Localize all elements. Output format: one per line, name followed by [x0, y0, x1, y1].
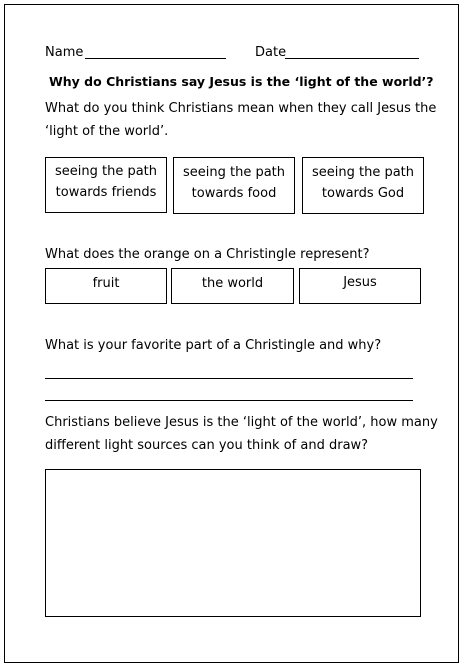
drawing-box[interactable]	[45, 469, 421, 617]
q1-line1: What do you think Christians mean when they call Jesus the	[45, 101, 437, 116]
q1-option-food-line1: seeing the path	[182, 165, 286, 180]
q2-option-fruit[interactable]	[45, 268, 167, 304]
q3-question: What is your favorite part of a Christingle and why?	[45, 338, 382, 353]
q1-option-food-line2: towards food	[191, 186, 277, 201]
q2-question: What does the orange on a Christingle represent?	[45, 247, 370, 262]
q1-option-god-line2: towards God	[321, 186, 405, 201]
q1-option-god-line1: seeing the path	[311, 165, 415, 180]
q1-option-friends-line1: seeing the path	[54, 164, 158, 179]
q2-option-world-label: the world	[201, 276, 264, 291]
q3-answer-line-2[interactable]	[45, 400, 413, 401]
q1-line2: ‘light of the world’.	[45, 124, 169, 139]
q2-option-fruit-label: fruit	[92, 276, 120, 291]
q4-line1: Christians believe Jesus is the ‘light of the world’, how many	[45, 415, 438, 430]
date-line[interactable]	[285, 58, 419, 59]
name-line[interactable]	[85, 58, 226, 59]
q1-option-friends[interactable]	[45, 157, 167, 213]
q3-answer-line-1[interactable]	[45, 378, 413, 379]
date-label: Date	[255, 45, 287, 60]
q2-option-jesus[interactable]	[299, 268, 421, 304]
worksheet-title: Why do Christians say Jesus is the ‘light of the world’?	[49, 74, 434, 89]
q2-option-world[interactable]	[171, 268, 294, 304]
q4-line2: different light sources can you think of and draw?	[45, 438, 369, 453]
q1-option-god[interactable]	[302, 157, 424, 214]
q1-option-friends-line2: towards friends	[55, 185, 157, 200]
name-label: Name	[45, 45, 84, 60]
q2-option-jesus-label: Jesus	[343, 275, 377, 290]
q1-option-food[interactable]	[173, 157, 295, 214]
